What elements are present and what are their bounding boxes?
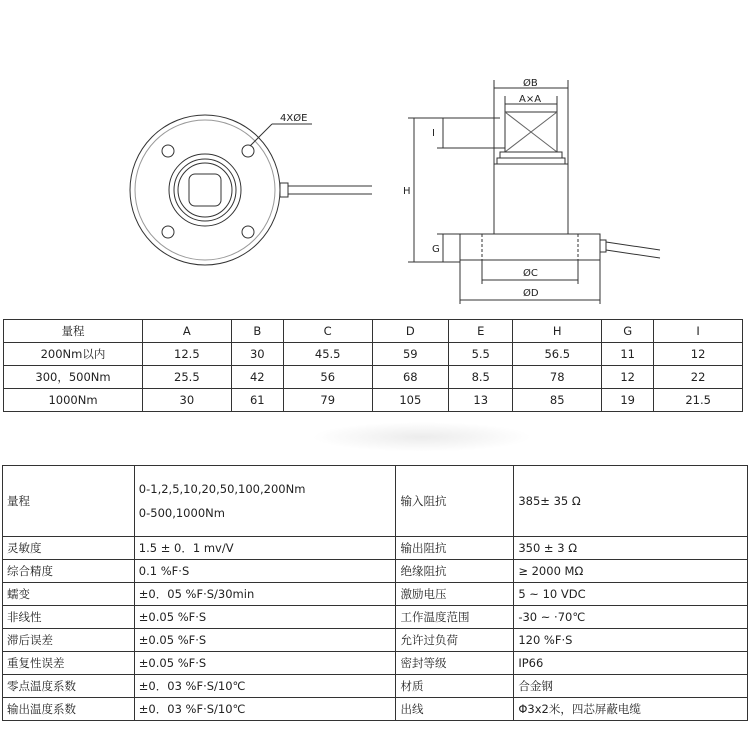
table-cell: 22 (654, 366, 743, 389)
spec-row (3, 583, 748, 606)
table-cell: 56 (283, 366, 372, 389)
table-cell: 13 (449, 389, 513, 412)
spec-label: 输出温度系数 (3, 698, 135, 721)
table-cell: 79 (283, 389, 372, 412)
body (494, 164, 568, 234)
table-cell: 42 (231, 366, 283, 389)
spec-row (3, 560, 748, 583)
header-cell: H (513, 320, 602, 343)
spec-value: 120 %F·S (514, 629, 748, 652)
table-cell: 30 (231, 343, 283, 366)
table-cell: 19 (602, 389, 654, 412)
spec-label: 密封等级 (396, 652, 514, 675)
spec-row (3, 537, 748, 560)
table-cell: 68 (372, 366, 449, 389)
table-cell: 25.5 (143, 366, 232, 389)
spec-row (3, 652, 748, 675)
spec-value: ±0．03 %F·S/10℃ (134, 698, 396, 721)
mount-hole (242, 145, 254, 157)
background-smudge (312, 422, 532, 452)
table-cell: 30 (143, 389, 232, 412)
table-row (4, 343, 743, 366)
table-cell: 8.5 (449, 366, 513, 389)
spec-value: ±0．05 %F·S/30min (134, 583, 396, 606)
table-cell: 12 (602, 366, 654, 389)
label-g: G (432, 244, 440, 255)
label-b: ØB (523, 78, 538, 89)
spec-value: 合金钢 (514, 675, 748, 698)
dimension-table (3, 319, 743, 412)
spec-label: 滞后误差 (3, 629, 135, 652)
range-label: 量程 (3, 466, 135, 537)
table-cell: 21.5 (654, 389, 743, 412)
table-cell: 78 (513, 366, 602, 389)
spec-value: IP66 (514, 652, 748, 675)
spec-row (3, 629, 748, 652)
label-c: ØC (523, 268, 538, 279)
spec-label: 零点温度系数 (3, 675, 135, 698)
table-cell: 105 (372, 389, 449, 412)
table-cell: 61 (231, 389, 283, 412)
table-cell: 12.5 (143, 343, 232, 366)
spec-label: 灵敏度 (3, 537, 135, 560)
spec-row (3, 606, 748, 629)
label-holes: 4XØE (280, 113, 308, 124)
spec-label: 激励电压 (396, 583, 514, 606)
spec-label: 非线性 (3, 606, 135, 629)
range-line1: 0-1,2,5,10,20,50,100,200Nm (138, 482, 306, 496)
table-cell: 200Nm以内 (4, 343, 143, 366)
mount-hole (162, 145, 174, 157)
header-cell: C (283, 320, 372, 343)
flange-outer (130, 115, 280, 265)
input-res-value: 385± 35 Ω (514, 466, 748, 537)
label-i: I (432, 128, 435, 139)
spec-label: 输出阻抗 (396, 537, 514, 560)
spec-value: Φ3x2米，四芯屏蔽电缆 (514, 698, 748, 721)
range-values (134, 466, 396, 537)
header-cell: E (449, 320, 513, 343)
spec-label: 出线 (396, 698, 514, 721)
mount-hole (162, 226, 174, 238)
spec-label: 材质 (396, 675, 514, 698)
table-row (4, 389, 743, 412)
spec-label: 综合精度 (3, 560, 135, 583)
spec-row-range (3, 466, 748, 537)
label-axa: A×A (519, 94, 542, 105)
spec-row (3, 675, 748, 698)
table-cell: 45.5 (283, 343, 372, 366)
mount-hole (242, 226, 254, 238)
spec-value: 1.5 ± 0．1 mv/V (134, 537, 396, 560)
top-view (130, 115, 372, 265)
spec-label: 绝缘阻抗 (396, 560, 514, 583)
input-res-label: 输入阻抗 (396, 466, 514, 537)
table-cell: 11 (602, 343, 654, 366)
spec-label: 重复性误差 (3, 652, 135, 675)
header-cell: A (143, 320, 232, 343)
spec-label: 蠕变 (3, 583, 135, 606)
table-cell: 1000Nm (4, 389, 143, 412)
spec-value: ≥ 2000 MΩ (514, 560, 748, 583)
technical-drawing (0, 0, 754, 310)
table-cell: 56.5 (513, 343, 602, 366)
spec-label: 允许过负荷 (396, 629, 514, 652)
header-cell: D (372, 320, 449, 343)
spec-table (2, 465, 748, 721)
label-d: ØD (523, 288, 539, 299)
spec-value: 350 ± 3 Ω (514, 537, 748, 560)
spec-value: ±0.05 %F·S (134, 606, 396, 629)
table-header-row (4, 320, 743, 343)
range-line2: 0-500,1000Nm (138, 506, 225, 520)
table-cell: 300，500Nm (4, 366, 143, 389)
header-cell: I (654, 320, 743, 343)
table-cell: 5.5 (449, 343, 513, 366)
label-h: H (403, 186, 411, 197)
spec-row (3, 698, 748, 721)
square-drive (189, 174, 221, 206)
spec-label: 工作温度范围 (396, 606, 514, 629)
header-cell: G (602, 320, 654, 343)
spec-value: ±0.05 %F·S (134, 629, 396, 652)
spec-value: 5 ~ 10 VDC (514, 583, 748, 606)
table-cell: 85 (513, 389, 602, 412)
flange-inner (169, 154, 241, 226)
spec-value: 0.1 %F·S (134, 560, 396, 583)
spec-value: -30 ~ ·70℃ (514, 606, 748, 629)
spec-value: ±0.05 %F·S (134, 652, 396, 675)
header-cell: B (231, 320, 283, 343)
spec-value: ±0．03 %F·S/10℃ (134, 675, 396, 698)
header-cell: 量程 (4, 320, 143, 343)
base-flange (460, 234, 600, 260)
table-cell: 12 (654, 343, 743, 366)
table-row (4, 366, 743, 389)
table-cell: 59 (372, 343, 449, 366)
